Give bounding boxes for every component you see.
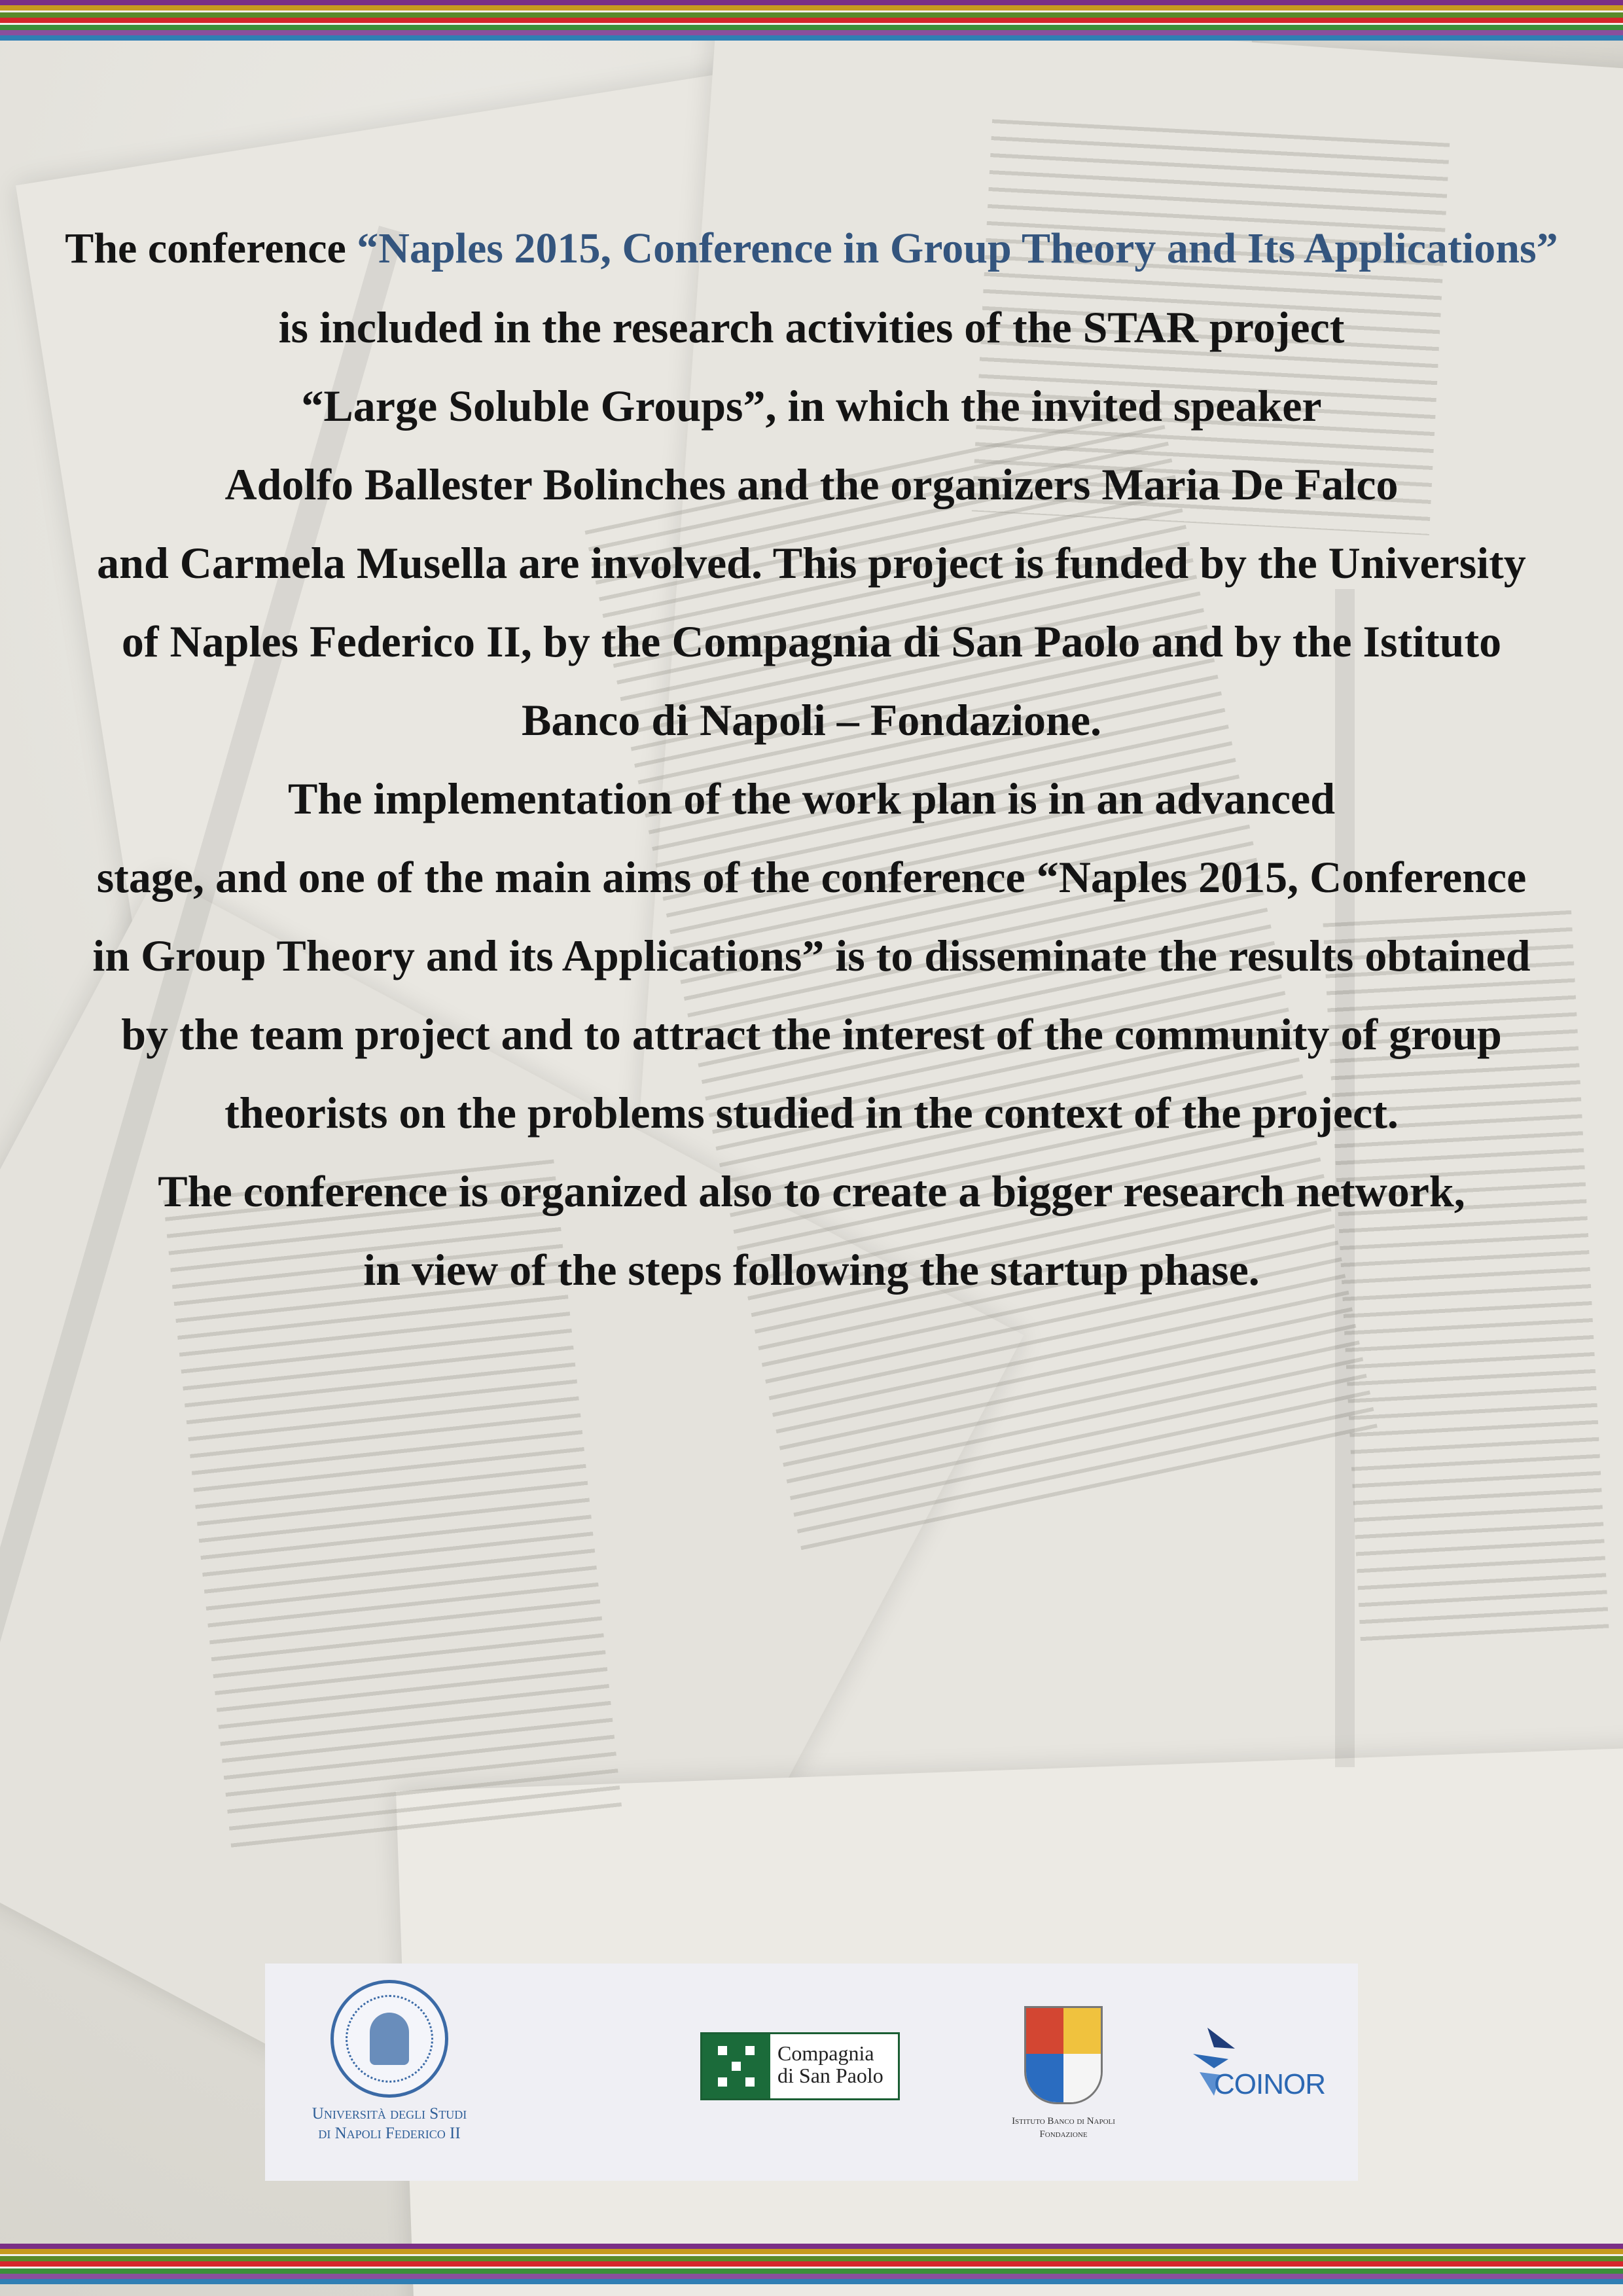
- coinor-logo: [1188, 2022, 1332, 2108]
- paragraph-line: by the team project and to attract the interest of the community of group: [121, 1009, 1502, 1059]
- bottom-color-stripes: [0, 2244, 1623, 2296]
- paragraph-line: and Carmela Musella are involved. This project is funded by the University: [97, 538, 1526, 588]
- paragraph-line: The implementation of the work plan is in an advanced: [287, 774, 1336, 823]
- crest-icon: [1024, 2006, 1103, 2104]
- conference-title: “Naples 2015, Conference in Group Theory and Its Applications”: [357, 224, 1558, 272]
- paragraph-line: stage, and one of the main aims of the conference “Naples 2015, Conference: [96, 852, 1527, 902]
- top-color-stripes: [0, 0, 1623, 52]
- paragraph-line: “Large Soluble Groups”, in which the invited speaker: [301, 381, 1322, 431]
- paragraph-line: The conference is organized also to create a bigger research network,: [158, 1166, 1465, 1216]
- istituto-name-line1: Istituto Banco di Napoli: [1012, 2116, 1115, 2126]
- line-prefix: The conference: [65, 224, 357, 272]
- sponsor-logos-panel: [265, 1964, 1358, 2181]
- unina-name-line1: Università degli Studi: [312, 2105, 467, 2123]
- paragraph-line: of Naples Federico II, by the Compagnia di San Paolo and by the Istituto: [121, 617, 1502, 666]
- paragraph-line: in Group Theory and its Applications” is to disseminate the results obtained: [92, 931, 1531, 980]
- conference-description: [0, 209, 1623, 1309]
- compagnia-di-san-paolo-logo: [700, 2032, 900, 2100]
- paragraph-line: is included in the research activities of the STAR project: [278, 302, 1345, 352]
- paragraph-line: Adolfo Ballester Bolinches and the organizers Maria De Falco: [224, 459, 1399, 509]
- istituto-banco-di-napoli-logo: [982, 2006, 1145, 2176]
- compagnia-name-line1: Compagnia: [777, 2041, 874, 2065]
- paragraph-line: in view of the steps following the startup phase.: [363, 1245, 1260, 1295]
- paragraph-line: [0, 209, 1623, 288]
- coinor-text: COINOR: [1214, 2068, 1325, 2100]
- paragraph-line: Banco di Napoli – Fondazione.: [521, 695, 1102, 745]
- unina-logo: [291, 1980, 488, 2170]
- compagnia-name-line2: di San Paolo: [777, 2064, 883, 2087]
- istituto-name-line2: Fondazione: [1039, 2129, 1088, 2140]
- unina-seal-icon: [330, 1980, 448, 2098]
- unina-name-line2: di Napoli Federico II: [318, 2125, 461, 2142]
- compagnia-mark-icon: [702, 2034, 770, 2098]
- paragraph-line: theorists on the problems studied in the context of the project.: [224, 1088, 1399, 1138]
